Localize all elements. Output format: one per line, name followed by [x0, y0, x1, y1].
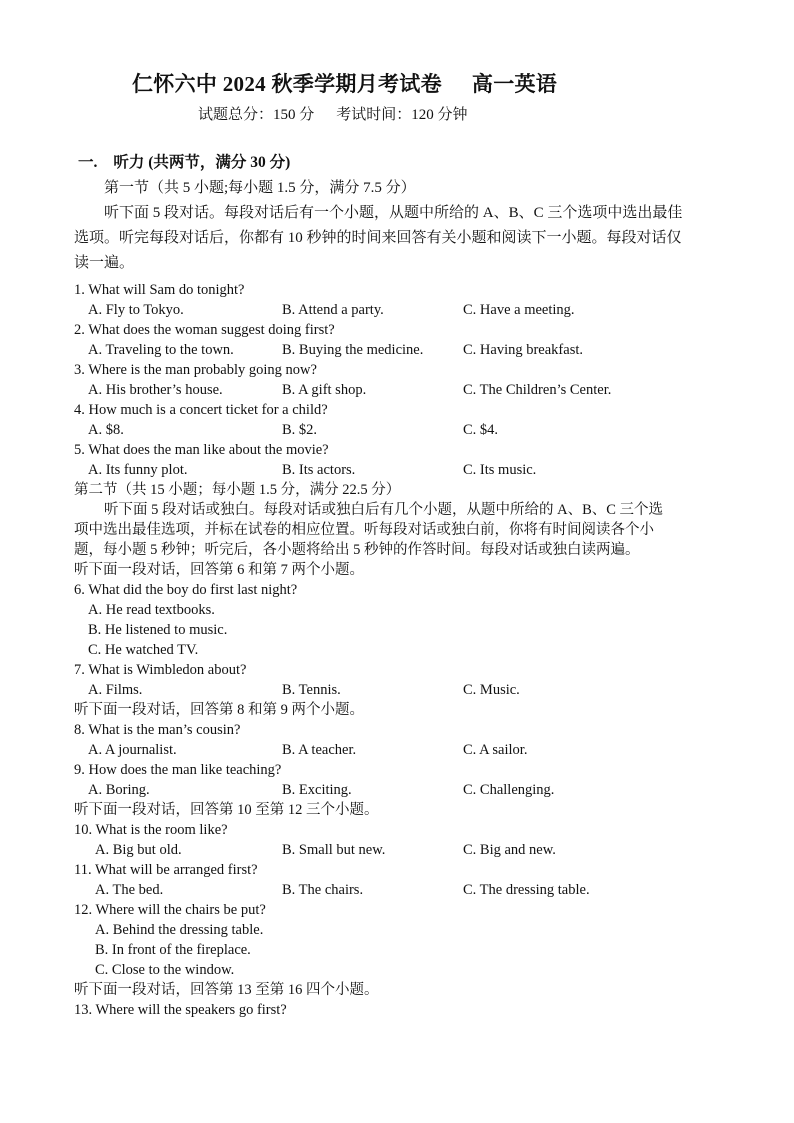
option-c: C. The dressing table.	[463, 882, 590, 898]
option-a: A. Big but old.	[95, 842, 182, 858]
question-options	[74, 740, 728, 760]
option-b: B. In front of the fireplace.	[95, 942, 251, 958]
score-total: 试题总分：150 分	[198, 107, 315, 123]
part1-title: 第一节（共 5 小题;每小题 1.5 分，满分 7.5 分）	[104, 180, 416, 196]
option-c: C. Big and new.	[463, 842, 556, 858]
question-options	[74, 460, 728, 480]
option-a: A. Films.	[88, 682, 143, 698]
option-a: A. Boring.	[88, 782, 150, 798]
question-stem: 12. Where will the chairs be put?	[74, 902, 266, 918]
question-13	[74, 1000, 728, 1020]
option-c: C. Having breakfast.	[463, 342, 583, 358]
option-a: A. $8.	[88, 422, 124, 438]
exam-title	[132, 70, 728, 98]
question-1	[74, 280, 728, 320]
dialog-intro-6-7: 听下面一段对话，回答第 6 和第 7 两个小题。	[74, 562, 364, 578]
question-stem: 3. Where is the man probably going now?	[74, 362, 317, 378]
question-options	[74, 300, 728, 320]
option-a: A. Behind the dressing table.	[95, 922, 264, 938]
exam-time: 考试时间：120 分钟	[336, 107, 468, 123]
question-8	[74, 720, 728, 760]
question-stem: 8. What is the man’s cousin?	[74, 722, 241, 738]
question-12	[74, 900, 728, 980]
question-7	[74, 660, 728, 700]
section-heading	[78, 152, 728, 174]
option-a: A. He read textbooks.	[88, 602, 215, 618]
question-stem: 13. Where will the speakers go first?	[74, 1002, 287, 1018]
question-stem: 2. What does the woman suggest doing first?	[74, 322, 335, 338]
option-b: B. Small but new.	[282, 842, 386, 858]
option-b: B. Buying the medicine.	[282, 342, 424, 358]
question-4	[74, 400, 728, 440]
question-options	[74, 680, 728, 700]
option-c: C. Have a meeting.	[463, 302, 575, 318]
part2-title: 第二节（共 15 小题；每小题 1.5 分，满分 22.5 分）	[74, 482, 401, 498]
option-c: C. The Children’s Center.	[463, 382, 612, 398]
option-b: B. A gift shop.	[282, 382, 367, 398]
question-stem: 10. What is the room like?	[74, 822, 228, 838]
question-options	[74, 380, 728, 400]
question-5	[74, 440, 728, 480]
part2-instructions-3: 题，每小题 5 秒钟；听完后，各小题将给出 5 秒钟的作答时间。每段对话或独白读两遍。	[74, 542, 640, 558]
exam-subtitle	[198, 104, 728, 126]
section-number: 一.	[78, 154, 98, 171]
option-c: C. Its music.	[463, 462, 537, 478]
part1-instructions-2: 选项。听完每段对话后，你都有 10 秒钟的时间来回答有关小题和阅读下一小题。每段对话仅	[74, 230, 682, 246]
question-stem: 11. What will be arranged first?	[74, 862, 258, 878]
option-b: B. Attend a party.	[282, 302, 384, 318]
question-options	[74, 780, 728, 800]
option-c: C. Close to the window.	[95, 962, 235, 978]
question-2	[74, 320, 728, 360]
part2-instructions-1: 听下面 5 段对话或独白。每段对话或独白后有几个小题，从题中所给的 A、B、C 三个选	[104, 502, 664, 518]
option-c: C. He watched TV.	[88, 642, 199, 658]
exam-title-subject: 高一英语	[471, 72, 558, 96]
section-heading-text: 听力 (共两节，满分 30 分)	[113, 154, 291, 171]
option-b: B. The chairs.	[282, 882, 364, 898]
option-b: B. Its actors.	[282, 462, 356, 478]
option-a: A. The bed.	[95, 882, 164, 898]
part1-instructions-1: 听下面 5 段对话。每段对话后有一个小题，从题中所给的 A、B、C 三个选项中选出最佳	[104, 205, 683, 221]
option-b: B. He listened to music.	[88, 622, 228, 638]
question-options	[74, 840, 728, 860]
question-11	[74, 860, 728, 900]
option-a: A. His brother’s house.	[88, 382, 223, 398]
option-a: A. Fly to Tokyo.	[88, 302, 184, 318]
option-c: C. Music.	[463, 682, 520, 698]
question-stem: 7. What is Wimbledon about?	[74, 662, 247, 678]
dialog-intro-8-9: 听下面一段对话，回答第 8 和第 9 两个小题。	[74, 702, 364, 718]
question-stem: 9. How does the man like teaching?	[74, 762, 282, 778]
part1-instructions-3: 读一遍。	[74, 255, 135, 271]
option-b: B. Exciting.	[282, 782, 352, 798]
dialog-intro-13-16: 听下面一段对话，回答第 13 至第 16 四个小题。	[74, 982, 379, 998]
part2-instructions-2: 项中选出最佳选项，并标在试卷的相应位置。听每段对话或独白前，你将有时间阅读各个小	[74, 522, 654, 538]
question-options	[74, 880, 728, 900]
option-a: A. A journalist.	[88, 742, 177, 758]
option-c: C. A sailor.	[463, 742, 528, 758]
option-b: B. Tennis.	[282, 682, 341, 698]
question-3	[74, 360, 728, 400]
question-options	[74, 340, 728, 360]
question-6	[74, 580, 728, 660]
question-options	[74, 420, 728, 440]
option-b: B. A teacher.	[282, 742, 357, 758]
option-a: A. Its funny plot.	[88, 462, 188, 478]
question-stem: 4. How much is a concert ticket for a child?	[74, 402, 328, 418]
option-b: B. $2.	[282, 422, 318, 438]
question-stem: 6. What did the boy do first last night?	[74, 582, 298, 598]
question-stem: 1. What will Sam do tonight?	[74, 282, 245, 298]
question-9	[74, 760, 728, 800]
dialog-intro-10-12: 听下面一段对话，回答第 10 至第 12 三个小题。	[74, 802, 379, 818]
exam-title-school: 仁怀六中 2024 秋季学期月考试卷	[132, 72, 442, 96]
option-c: C. $4.	[463, 422, 499, 438]
option-a: A. Traveling to the town.	[88, 342, 234, 358]
question-10	[74, 820, 728, 860]
question-stem: 5. What does the man like about the movie?	[74, 442, 329, 458]
option-c: C. Challenging.	[463, 782, 555, 798]
